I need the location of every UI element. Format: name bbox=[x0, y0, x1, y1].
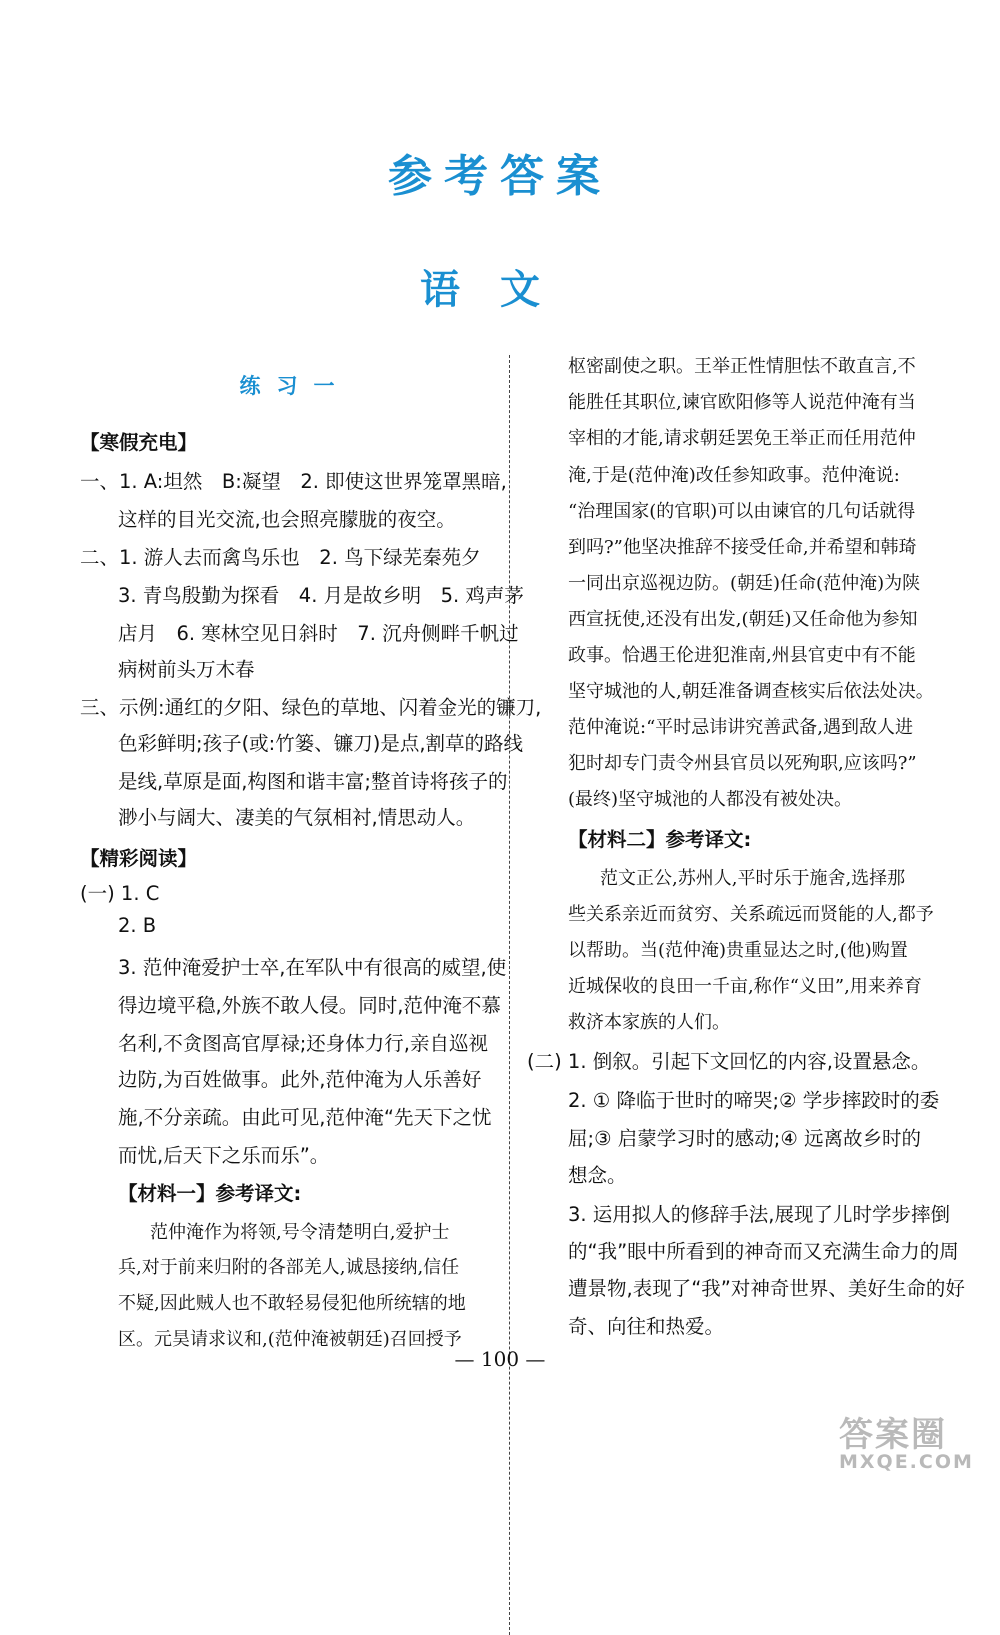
translation-line: 一同出京巡视边防。(朝廷)任命(范仲淹)为陕 bbox=[568, 573, 921, 594]
site-watermark bbox=[835, 1407, 985, 1477]
translation-line: 犯时却专门责令州县官员以死殉职,应该吗?” bbox=[568, 753, 917, 774]
translation-line: 坚守城池的人,朝廷准备调查核实后依法处决。 bbox=[568, 681, 934, 702]
answer-line: 色彩鲜明;孩子(或:竹篓、镰刀)是点,割草的路线 bbox=[118, 732, 524, 755]
heading-winter-study: 【寒假充电】 bbox=[80, 431, 198, 454]
answer-line: 三、示例:通红的夕阳、绿色的草地、闪着金光的镰刀, bbox=[80, 696, 542, 719]
answer-line: (一) 1. C bbox=[80, 882, 160, 905]
translation-line: 淹,于是(范仲淹)改任参知政事。范仲淹说: bbox=[568, 465, 900, 486]
answer-line: 边防,为百姓做事。此外,范仲淹为人乐善好 bbox=[118, 1068, 482, 1091]
translation-line: 枢密副使之职。王举正性情胆怯不敢直言,不 bbox=[568, 356, 916, 377]
watermark-domain: MXQE.COM bbox=[839, 1451, 974, 1473]
translation-line: 能胜任其职位,谏官欧阳修等人说范仲淹有当 bbox=[568, 392, 916, 413]
subject-heading: 语文 bbox=[420, 267, 580, 313]
answer-line: 而忧,后天下之乐而乐”。 bbox=[118, 1144, 330, 1167]
translation-line: 范仲淹说:“平时忌讳讲究善武备,遇到敌人进 bbox=[568, 717, 913, 738]
translation-line: 政事。恰遇王伦进犯淮南,州县官吏中有不能 bbox=[568, 645, 916, 666]
translation-line: “治理国家(的官职)可以由谏官的几句话就得 bbox=[568, 501, 916, 522]
main-title: 参考答案 bbox=[388, 151, 612, 202]
answer-line: 这样的目光交流,也会照亮朦胧的夜空。 bbox=[118, 508, 456, 531]
translation-line: 以帮助。当(范仲淹)贵重显达之时,(他)购置 bbox=[568, 940, 908, 961]
translation-line: 到吗?”他坚决推辞不接受任命,并希望和韩琦 bbox=[568, 537, 917, 558]
answer-line: 施,不分亲疏。由此可见,范仲淹“先天下之忧 bbox=[118, 1106, 492, 1129]
translation-line: 不疑,因此贼人也不敢轻易侵犯他所统辖的地 bbox=[118, 1293, 466, 1314]
translation-line: 近城保收的良田一千亩,称作“义田”,用来养育 bbox=[568, 976, 922, 997]
answer-line: 是线,草原是面,构图和谐丰富;整首诗将孩子的 bbox=[118, 770, 508, 793]
translation-line: 区。元昊请求议和,(范仲淹被朝廷)召回授予 bbox=[118, 1329, 462, 1350]
answer-line: 店月 6. 寒林空见日斜时 7. 沉舟侧畔千帆过 bbox=[118, 622, 519, 645]
answer-line: 3. 运用拟人的修辞手法,展现了儿时学步摔倒 bbox=[568, 1203, 951, 1226]
answer-line: 渺小与阔大、凄美的气氛相衬,情思动人。 bbox=[118, 806, 476, 829]
translation-line: 范仲淹作为将领,号令清楚明白,爱护士 bbox=[150, 1222, 450, 1243]
answer-line: 3. 青鸟殷勤为探看 4. 月是故乡明 5. 鸡声茅 bbox=[118, 584, 524, 607]
answer-line: 奇、向往和热爱。 bbox=[568, 1315, 725, 1338]
answer-line: 的“我”眼中所看到的神奇而又充满生命力的周 bbox=[568, 1240, 959, 1263]
page-number: — 100 — bbox=[454, 1347, 546, 1371]
translation-line: 范文正公,苏州人,平时乐于施舍,选择那 bbox=[600, 868, 906, 889]
answer-line: 名利,不贪图高官厚禄;还身体力行,亲自巡视 bbox=[118, 1032, 488, 1055]
answer-line: 遭景物,表现了“我”对神奇世界、美好生命的好 bbox=[568, 1277, 965, 1300]
answer-line: 2. B bbox=[118, 914, 157, 937]
heading-material-one: 【材料一】参考译文: bbox=[118, 1182, 302, 1205]
watermark-logo-text: 答案圈 bbox=[839, 1415, 947, 1455]
translation-line: 西宣抚使,还没有出发,(朝廷)又任命他为参知 bbox=[568, 609, 918, 630]
answer-line: 病树前头万木春 bbox=[118, 658, 255, 681]
section-title: 练习一 bbox=[239, 374, 351, 398]
answer-line: 一、1. A:坦然 B:凝望 2. 即使这世界笼罩黑暗, bbox=[80, 470, 507, 493]
answer-line: 二、1. 游人去而禽鸟乐也 2. 鸟下绿芜秦苑夕 bbox=[80, 546, 481, 569]
translation-line: 些关系亲近而贫穷、关系疏远而贤能的人,都予 bbox=[568, 904, 934, 925]
answer-line: (二) 1. 倒叙。引起下文回忆的内容,设置悬念。 bbox=[527, 1050, 931, 1073]
answer-line: 屈;③ 启蒙学习时的感动;④ 远离故乡时的 bbox=[568, 1127, 921, 1150]
translation-line: 宰相的才能,请求朝廷罢免王举正而任用范仲 bbox=[568, 428, 916, 449]
answer-line: 3. 范仲淹爱护士卒,在军队中有很高的威望,使 bbox=[118, 956, 507, 979]
answer-line: 2. ① 降临于世时的啼哭;② 学步摔跤时的委 bbox=[568, 1089, 940, 1112]
answer-line: 得边境平稳,外族不敢人侵。同时,范仲淹不慕 bbox=[118, 994, 501, 1017]
heading-reading: 【精彩阅读】 bbox=[80, 847, 198, 870]
column-divider bbox=[509, 355, 510, 1635]
translation-line: (最终)坚守城池的人都没有被处决。 bbox=[568, 789, 853, 810]
translation-line: 救济本家族的人们。 bbox=[568, 1012, 730, 1033]
heading-material-two: 【材料二】参考译文: bbox=[568, 828, 752, 851]
translation-line: 兵,对于前来归附的各部羌人,诚恳接纳,信任 bbox=[118, 1257, 460, 1278]
answer-line: 想念。 bbox=[568, 1164, 627, 1187]
